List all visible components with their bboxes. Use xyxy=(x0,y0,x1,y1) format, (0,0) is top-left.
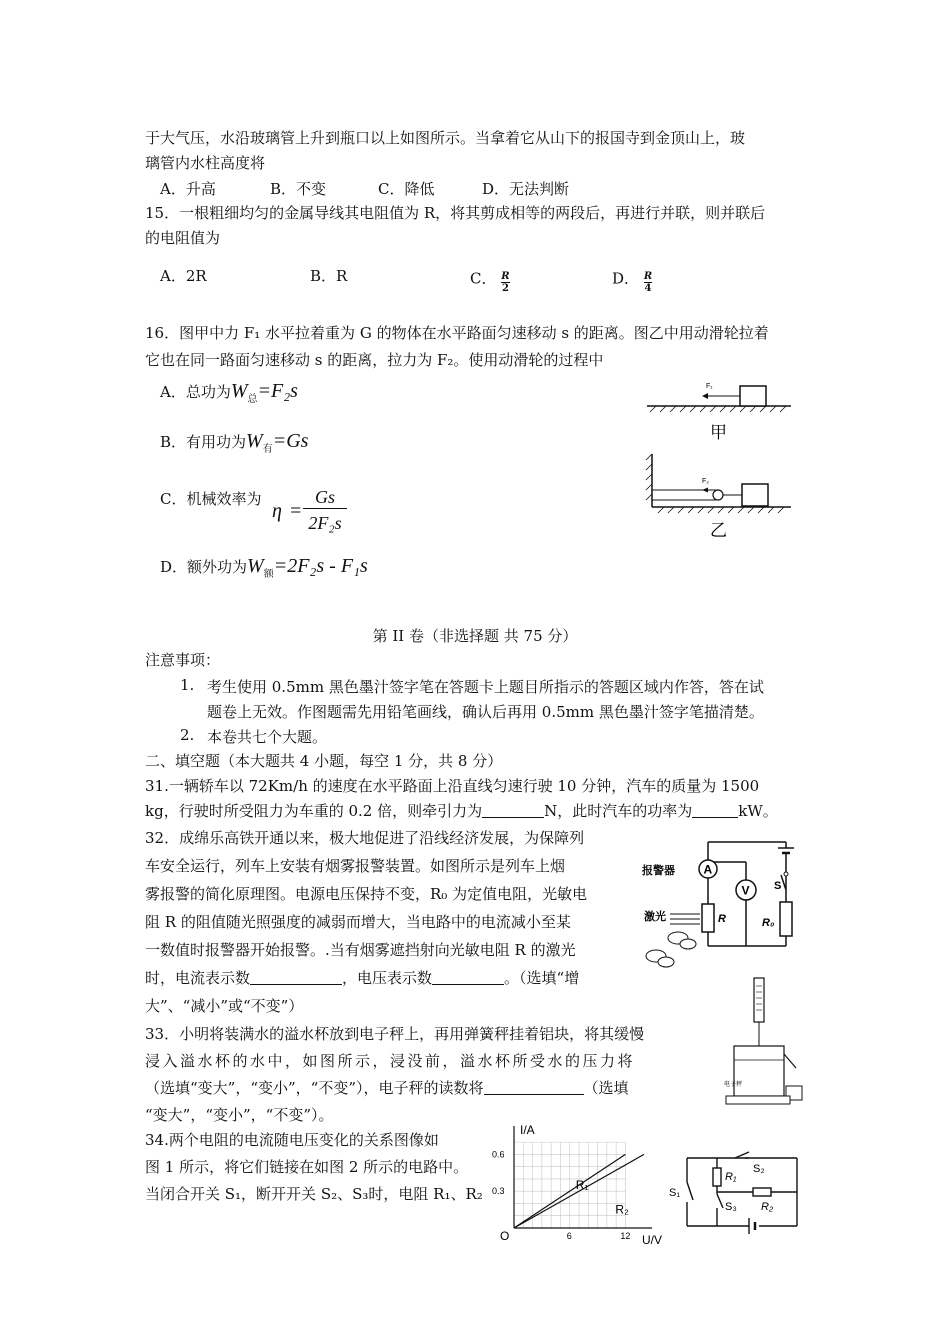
scale-label: 电子秤 xyxy=(724,1082,743,1088)
ammeter-label: A xyxy=(703,862,713,877)
overflow-cup xyxy=(734,1046,784,1096)
yi-f2-label: F₂ xyxy=(702,478,709,485)
q16-b-formula: $W_有=Gs$ xyxy=(246,430,309,455)
q32-blank-current[interactable] xyxy=(250,970,342,985)
q31-blank-power[interactable] xyxy=(692,803,738,818)
laser-beams xyxy=(670,914,700,924)
jia-arrowhead xyxy=(702,393,708,399)
q33-line3: （选填“变大”，“变小”，“不变”），电子秤的读数将 （选填 xyxy=(145,1079,629,1097)
s2-label: S₂ xyxy=(753,1163,765,1175)
q16-option-b[interactable] xyxy=(160,430,308,455)
section-heading: 二、填空题（本大题共 4 小题，每空 1 分，共 8 分） xyxy=(145,752,503,770)
chart-grid xyxy=(514,1142,625,1228)
q33-line1: 33．小明将装满水的溢水杯放到电子秤上，再用弹簧秤挂着铝块，将其缓慢 xyxy=(145,1025,645,1043)
q14-option-c[interactable]: C．降低 xyxy=(378,180,435,198)
x-axis-label: U/V xyxy=(642,1233,663,1247)
q15-option-b[interactable]: B．R xyxy=(310,267,348,285)
s1-label: S₁ xyxy=(669,1187,681,1199)
q34-r2 xyxy=(753,1188,771,1196)
q14-line1: 于大气压，水沿玻璃管上升到瓶口以上如图所示。当拿着它从山下的报国寺到金顶山上，玻 xyxy=(145,129,746,147)
electronic-scale xyxy=(726,1096,790,1104)
q15-option-d[interactable] xyxy=(612,265,652,294)
q34-r1 xyxy=(713,1168,721,1186)
x-tick-label-6: 6 xyxy=(566,1231,572,1241)
series-label-r1: R₁ xyxy=(575,1178,589,1193)
q32-line5: 一数值时报警器开始报警。.当有烟雾遮挡射向光敏电阻 R 的激光 xyxy=(145,941,576,959)
spout xyxy=(784,1054,796,1068)
note1-line1: 考生使用 0.5mm 黑色墨汁签字笔在答题卡上题目所指示的答题区域内作答，答在试 xyxy=(207,678,764,696)
q16-c-eta: η xyxy=(272,500,282,522)
q16-c-denominator: 2F₂s xyxy=(308,513,342,533)
q15-d-numerator: R xyxy=(643,271,653,282)
note2-number: 2. xyxy=(180,726,195,744)
q16-option-c-label: C．机械效率为 xyxy=(160,490,262,508)
resistor-r0 xyxy=(780,902,792,936)
q15-line2: 的电阻值为 xyxy=(145,229,221,247)
q32-line1: 32．成绵乐高铁开通以来，极大地促进了沿线经济发展，为保障列 xyxy=(145,829,585,847)
q15-option-c-label: C． xyxy=(470,269,497,288)
q34-chart xyxy=(488,1120,663,1248)
note1-line2: 题卷上无效。作图题需先用铅笔画线，确认后再用 0.5mm 黑色墨汁签字笔描清楚。 xyxy=(207,703,764,721)
q16-option-c[interactable] xyxy=(160,488,261,509)
q33-figure xyxy=(722,976,812,1121)
q15-c-numerator: R xyxy=(501,271,510,282)
q16-line2: 它也在同一路面匀速移动 s 的距离，拉力为 F₂。使用动滑轮的过程中 xyxy=(145,351,604,369)
q16-option-d[interactable] xyxy=(160,555,368,580)
q32-line7: 大”、“减小”或“不变”） xyxy=(145,997,304,1015)
q34-line2: 图 1 所示，将它们链接在如图 2 所示的电路中。 xyxy=(145,1158,469,1176)
q32-line3: 雾报警的简化原理图。电源电压保持不变，R₀ 为定值电阻，光敏电 xyxy=(145,885,588,903)
q34-line3: 当闭合开关 S₁，断开开关 S₂、S₃时，电阻 R₁、R₂ xyxy=(145,1185,483,1203)
q31-line2: kg，行驶时所受阻力为车重的 0.2 倍，则牵引力为 N，此时汽车的功率为 kW。 xyxy=(145,802,778,820)
q16-option-d-label: D．额外功为 xyxy=(160,558,248,576)
q16-c-numerator: Gs xyxy=(303,486,347,509)
q34-line1: 34.两个电阻的电流随电压变化的关系图像如 xyxy=(145,1131,439,1149)
q32-blank-voltage[interactable] xyxy=(432,970,504,985)
series-label-r2: R₂ xyxy=(615,1202,629,1217)
yi-block xyxy=(742,484,768,506)
y-axis-label: I/A xyxy=(520,1123,535,1137)
photoresistor-r xyxy=(702,904,714,932)
origin-label: O xyxy=(500,1229,510,1243)
laser-label: 激光 xyxy=(644,911,666,923)
q15-option-a[interactable]: A．2R xyxy=(160,267,207,285)
q16-line1: 16．图甲中力 F₁ 水平拉着重为 G 的物体在水平路面匀速移动 s 的距离。图乙中用动滑轮拉着 xyxy=(145,324,769,342)
r2-label: R₂ xyxy=(761,1201,774,1213)
switch-s2-lever xyxy=(735,1152,749,1158)
yi-arrowhead xyxy=(702,488,708,493)
q33-blank[interactable] xyxy=(484,1080,584,1095)
q33-line2: 浸入溢水杯的水中，如图所示，浸没前，溢水杯所受水的压力将 xyxy=(145,1052,636,1070)
jia-block xyxy=(740,386,766,406)
voltmeter-label: V xyxy=(741,883,750,898)
q31-blank-force[interactable] xyxy=(482,803,544,818)
q15-option-c[interactable] xyxy=(470,265,510,294)
spring-scale xyxy=(754,978,764,1022)
q15-c-denominator: 2 xyxy=(501,283,509,294)
part2-title: 第 II 卷（非选择题 共 75 分） xyxy=(372,627,578,645)
q16-option-a[interactable] xyxy=(160,380,298,405)
q14-line2: 璃管内水柱高度将 xyxy=(145,154,266,172)
q15-option-d-label: D． xyxy=(612,269,640,288)
x-tick-label-12: 12 xyxy=(620,1231,631,1241)
q15-line1: 15．一根粗细均匀的金属导线其电阻值为 R，将其剪成相等的两段后，再进行并联，则并联后 xyxy=(145,204,766,222)
q34-circuit xyxy=(665,1152,805,1230)
switch-s1-lever xyxy=(687,1182,693,1200)
q32-circuit xyxy=(640,834,810,974)
switch-s3-lever xyxy=(717,1194,723,1208)
switch-label: S xyxy=(774,880,782,892)
r0-label: R₀ xyxy=(762,917,775,929)
notice-heading: 注意事项： xyxy=(145,651,221,669)
q16-c-equals: = xyxy=(290,500,302,522)
q16-figure-jia xyxy=(644,372,794,444)
q16-a-formula: $W_总=F_2s$ xyxy=(230,380,298,405)
smoke-clouds xyxy=(646,932,696,967)
q31-line1: 31.一辆轿车以 72Km/h 的速度在水平路面上沿直线匀速行驶 10 分钟，汽车的质量为 1500 xyxy=(145,777,760,795)
jia-f1-label: F₁ xyxy=(706,383,713,390)
r1-label: R₁ xyxy=(725,1171,737,1183)
y-tick-label-0.3: 0.3 xyxy=(492,1186,505,1197)
jia-caption: 甲 xyxy=(710,423,727,442)
s3-label: S₃ xyxy=(725,1201,737,1213)
y-tick-label-0.6: 0.6 xyxy=(492,1149,505,1160)
q32-line2: 车安全运行，列车上安装有烟雾报警装置。如图所示是列车上烟 xyxy=(145,857,566,875)
q14-option-a[interactable]: A．升高 xyxy=(160,180,216,198)
note1-number: 1. xyxy=(180,676,195,694)
q15-d-denominator: 4 xyxy=(644,283,652,294)
q33-line4: “变大”，“变小”，“不变”）。 xyxy=(145,1106,334,1124)
q16-d-formula: $W_额=2F_2s - F_1s$ xyxy=(247,555,368,580)
q15-option-d-fraction xyxy=(644,271,652,294)
q15-option-c-fraction xyxy=(501,271,509,294)
yi-caption: 乙 xyxy=(710,521,727,540)
alarm-label: 报警器 xyxy=(642,865,675,877)
q16-figure-yi xyxy=(644,452,794,542)
q32-line6: 时，电流表示数 ，电压表示数 。（选填“增 xyxy=(145,969,580,987)
q32-line4: 阻 R 的阻值随光照强度的减弱而增大，当电路中的电流减小至某 xyxy=(145,913,571,931)
switch-contact xyxy=(784,872,788,876)
q14-option-d[interactable]: D．无法判断 xyxy=(482,180,570,198)
q16-option-b-label: B．有用功为 xyxy=(160,433,247,451)
yi-pulley xyxy=(713,490,723,500)
q16-option-a-label: A．总功为 xyxy=(160,383,231,401)
jia-ground-hatch xyxy=(650,406,786,412)
r-label: R xyxy=(718,913,726,925)
note2-text: 本卷共七个大题。 xyxy=(207,728,328,746)
q14-option-b[interactable]: B．不变 xyxy=(270,180,327,198)
